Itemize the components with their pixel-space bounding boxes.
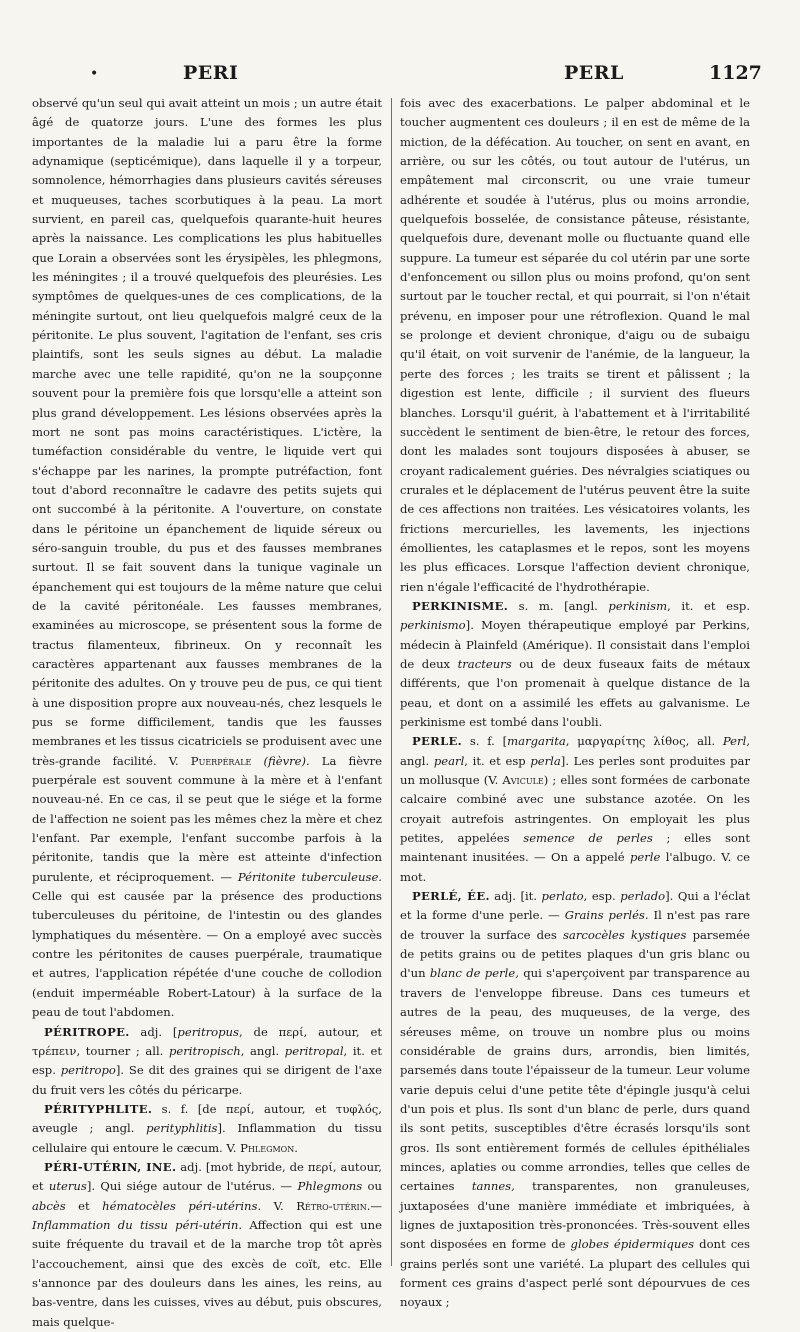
text-run: — (370, 1198, 382, 1213)
text-run: adj. [mot hybride, de περί, autour, et (32, 1159, 382, 1194)
page-number: 1127 (709, 62, 762, 84)
text-run: hématocèles péri-utérins. (102, 1198, 262, 1213)
text-run: ]. Inflammation du tissu cellulaire qui entoure le cæcum. V. (32, 1121, 383, 1155)
cross-reference: Puerpérale (190, 753, 252, 768)
text-run: semence de perles (523, 831, 653, 846)
text-run: tracteurs (457, 656, 512, 671)
text-run: ou (362, 1179, 382, 1194)
text-run: l'albugo. V. ce mot. (400, 850, 750, 884)
text-run: Celle qui est causée par la présence des productions tuberculeuses du péritoine, de l'intestin ou des glandes lymphatiques du mésentère. — On a employé avec succès contre les péritonites de causes puerpérale, traumatique et autres, l'application répétée d'une couche de collodion (enduit imperméable Robert-Latour) à la surface de la peau de tout l'abdomen. (32, 889, 382, 1020)
text-run: sarcocèles kystiques (562, 927, 687, 942)
right-column (400, 94, 750, 1310)
text-run: observé qu'un seul qui avait atteint un mois ; un autre était âgé de quatorze jours. L'une des formes les plus importantes de la maladie lui a paru être la forme adynamique (septicémique), dans laquelle il y a torpeur, somnolence, hémorrhagies dans plusieurs cavités séreuses et muqueuses, taches scorbutiques à la peau. La mort survient, en pareil cas, quelquefois quarante-huit heures après la naissance. Les complications les plus habituelles que Lorain a observées sont les érysipèles, les phlegmons, les méningites ; il a trouvé quelquefois des pleurésies. Les symptômes de quelques-unes de ces complications, de la méningite surtout, ont lieu quelquefois malgré ceux de la péritonite. Le plus souvent, l'agitation de l'enfant, ses cris plaintifs, sont les seuls signes au début. La maladie marche avec une telle rapidité, qu'on ne la soupçonne souvent pour la première fois que lorsqu'elle a atteint son plus grand développement. Les lésions observées après la mort ne sont pas moins caractéristiques. L'ictère, la tuméfaction considérable du ventre, le liquide vert qui s'échappe par les narines, la prompte putréfaction, font tout d'abord reconnaître le cadavre des petits sujets qui ont succombé à la péritonite. A l'ouverture, on constate dans le péritoine un épanchement de liquide séreux ou séro-sanguin trouble, du pus et des fausses membranes surtout. Il se fait souvent dans la tunique vaginale un épanchement qui est toujours de la même nature que celui de la cavité péritonéale. Les fausses membranes, examinées au microscope, se présentent sous la forme de tractus filamenteux, fibrineux. On y reconnaît les caractères appartenant aux fausses membranes de la péritonite des adultes. On y trouve peu de pus, ce qui tient à une disposition propre aux nouveau-nés, chez lesquels le pus se forme difficilement, tandis que les fausses membranes et les tissus cicatriciels se produisent avec une très-grande facilité. V. (32, 96, 382, 768)
text-run: ]. Se dit des graines qui se dirigent de l'axe du fruit vers les côtés du péricarpe. (32, 1063, 383, 1097)
headword: PERLE. (412, 734, 463, 749)
text-run: uterus (48, 1179, 87, 1194)
text-run: globes épidermiques (570, 1237, 695, 1252)
text-run: Inflammation du tissu péri-utérin. (32, 1217, 243, 1232)
headword: PERLÉ, ÉE. (412, 889, 490, 904)
text-run: tannes, (471, 1179, 515, 1194)
text-run: pearl (433, 753, 465, 768)
text-run: , esp. (583, 889, 621, 904)
text-run: ]. Moyen thérapeutique employé par Perkins, médecin à Plainfeld (Amérique). Il consistait dans l'emploi de deux (400, 618, 750, 671)
entry-perle-adj (400, 887, 750, 1313)
text-run: ou de deux fuseaux faits de métaux différents, que l'on promenait à quelque distance de la peau, et dont on a assimilé les effets au galvanisme. Le perkinisme est tombé dans l'oubli. (400, 656, 750, 729)
text-run: peritropisch (168, 1043, 241, 1058)
headword: PÉRITYPHLITE. (44, 1101, 153, 1116)
text-run: ; elles sont maintenant inusitées. — On a appelé (400, 831, 750, 865)
text-run: ) ; elles sont formées de carbonate calcaire combiné avec une substance azotée. On les croyait autrefois astringentes. On employait les plus petites, appelées (400, 773, 750, 846)
text-run: perlato (541, 889, 584, 904)
entry-perkinisme (400, 597, 750, 732)
left-column (32, 94, 383, 1329)
text-run: peritropo (60, 1063, 116, 1078)
entry-perle (400, 732, 750, 887)
text-run: dont ces grains perlés sont une variété. La plupart des cellules qui forment ces grains d'aspect perlé sont dépourvues de ces noyaux ; (400, 1237, 750, 1310)
text-run: s. f. [ (462, 734, 508, 749)
headword: PÉRI-UTÉRIN, INE. (44, 1159, 177, 1174)
text-run: Grains perlés. (564, 908, 649, 923)
cross-reference: Phlegmon. (240, 1140, 298, 1155)
text-run: Perl (722, 734, 747, 749)
column-divider (391, 98, 392, 1266)
text-run: adj. [ (129, 1024, 178, 1039)
text-run: ]. Qui siége autour de l'utérus. — (86, 1179, 298, 1194)
text-run: , angl. (400, 734, 750, 768)
text-run: qui s'aperçoivent par transparence au travers de l'enveloppe fibreuse. Dans ces tumeurs et autres de la peau, des muqueuses, de la verge, des séreuses même, on trouve un nombre plus ou moins considérable de grains durs, arrondis, bien limités, parsemés dans toute l'épaisseur de la tumeur. Leur volume varie depuis celui d'une petite tête d'épingle jusqu'à celui d'un pois et plus. Ils sont d'un blanc de perle, durs quand ils sont petits, susceptibles d'être écrasés lorsqu'ils sont gros. Ils sont entièrement formés de cellules épithéliales minces, aplaties ou comme arrondies, telles que celles de certaines (400, 966, 750, 1194)
text-run: margarita (507, 734, 566, 749)
headword: PÉRITROPE. (44, 1024, 130, 1039)
running-head-left: PERI (183, 62, 239, 84)
entry-peritrope (32, 1023, 382, 1100)
cross-reference: Avicule (502, 773, 544, 788)
text-run: Phlegmons (297, 1179, 363, 1194)
text-run: ]. Les perles sont produites par un mollusque (V. (400, 753, 750, 788)
text-run: abcès (32, 1198, 66, 1213)
text-run: et (65, 1198, 103, 1213)
text-run: , de περί, autour, et τρέπειν, tourner ; all. (32, 1024, 382, 1058)
text-run: Affection qui est une suite fréquente du travail et de la marche trop tôt après l'accouchement, ainsi que des excès de coït, etc. Elle s'annonce par des douleurs dans les aines, les reins, au bas-ventre, dans les cuisses, vives au début, puis obscures, mais quelque- (32, 1217, 382, 1329)
text-run: adj. [it. (489, 889, 542, 904)
text-run: perla (530, 753, 561, 768)
running-head-right: PERL (564, 62, 624, 84)
text-run: perkinismo (400, 618, 466, 633)
cross-reference: V. Rétro-utérin. (273, 1198, 371, 1213)
text-run: transparentes, non granuleuses, juxtaposées d'une manière immédiate et imbriquées, à lignes de juxtaposition très-prononcées. Très-souvent elles sont disposées en forme de (400, 1179, 750, 1252)
text-run: Il n'est pas rare de trouver la surface des (400, 908, 750, 942)
text-run: peritropus (177, 1024, 239, 1039)
page-header (0, 62, 800, 90)
header-dot: • (90, 66, 99, 82)
text-run: perlado (620, 889, 666, 904)
text-run: perkinism (608, 598, 668, 613)
text-run: La fièvre puerpérale est souvent commune à la mère et à l'enfant nouveau-né. En ce cas, il se peut que le siége et la forme de l'affection ne soient pas les mêmes chez la mère et chez l'enfant. Par exemple, l'enfant succombe parfois à la péritonite, tandis que la mère est atteinte d'infection purulente, et réciproquement. — (32, 753, 383, 884)
entry-perityphlite (32, 1100, 382, 1158)
text-run: , it. et esp. (32, 1043, 382, 1078)
text-run: parsemée de petits grains ou de petites plaques d'un gris blanc ou d'un (400, 927, 750, 981)
text-run: , μαργαρίτης λίθος, all. (565, 734, 723, 749)
text-run: blanc de perle, (429, 966, 519, 981)
continued-paragraph (32, 94, 382, 1023)
continued-paragraph (400, 94, 750, 597)
text-run: , it. et esp (464, 753, 531, 768)
text-run: peritropal (284, 1043, 344, 1058)
text-run: perityphlitis (146, 1121, 218, 1136)
text-run: s. m. [angl. (508, 598, 609, 613)
text-run: fois avec des exacerbations. Le palper abdominal et le toucher augmentent ces douleurs ; il en est de même de la miction, de la défécation. Au toucher, on sent en avant, en arrière, ou sur les côtés, ou tout autour de l'utérus, un empâtement mal circonscrit, ou une vraie tumeur adhérente et soudée à l'utérus, plus ou moins arrondie, quelquefois bosselée, de consistance pâteuse, résistante, quelquefois dure, devenant molle ou fluctuante quand elle suppure. La tumeur est séparée du col utérin par une sorte d'enfoncement ou sillon plus ou moins profond, qu'on sent surtout par le toucher rectal, et qui pourrait, si l'on n'était prévenu, en imposer pour une rétroflexion. Quand le mal se prolonge et devient chronique, d'aigu ou de subaigu qu'il était, on voit survenir de l'anémie, de la langueur, la perte des forces ; les traits se tirent et pâlissent ; la digestion est lente, difficile ; il survient des flueurs blanches. Lorsqu'il guérit, à l'abattement et à l'irritabilité succèdent le sentiment de bien-être, le retour des forces, dont les malades sont toujours disposées à abuser, se croyant radicalement guéries. Des névralgies sciatiques ou crurales et le déplacement de l'utérus peuvent être la suite de ces affections non traitées. Les vésicatoires volants, les frictions mercurielles, les lavements, les injections émollientes, les cataplasmes et le repos, sont les moyens les plus efficaces. Lorsque l'affection devient chronique, rien n'égale l'efficacité de l'hydrothérapie. (400, 96, 750, 594)
text-run: , angl. (240, 1043, 285, 1058)
text-run: ]. Qui a l'éclat et la forme d'une perle. — (400, 889, 750, 923)
text-run: (fièvre). (263, 753, 310, 768)
text-run: perle (629, 850, 661, 865)
text-run: , it. et esp. (667, 598, 750, 613)
entry-peri-uterin (32, 1158, 382, 1332)
text-run: s. f. [de περί, autour, et τυφλός, aveugle ; angl. (32, 1101, 382, 1136)
subentry-term: Péritonite tuberculeuse. (237, 869, 382, 884)
headword: PERKINISME. (412, 598, 509, 613)
